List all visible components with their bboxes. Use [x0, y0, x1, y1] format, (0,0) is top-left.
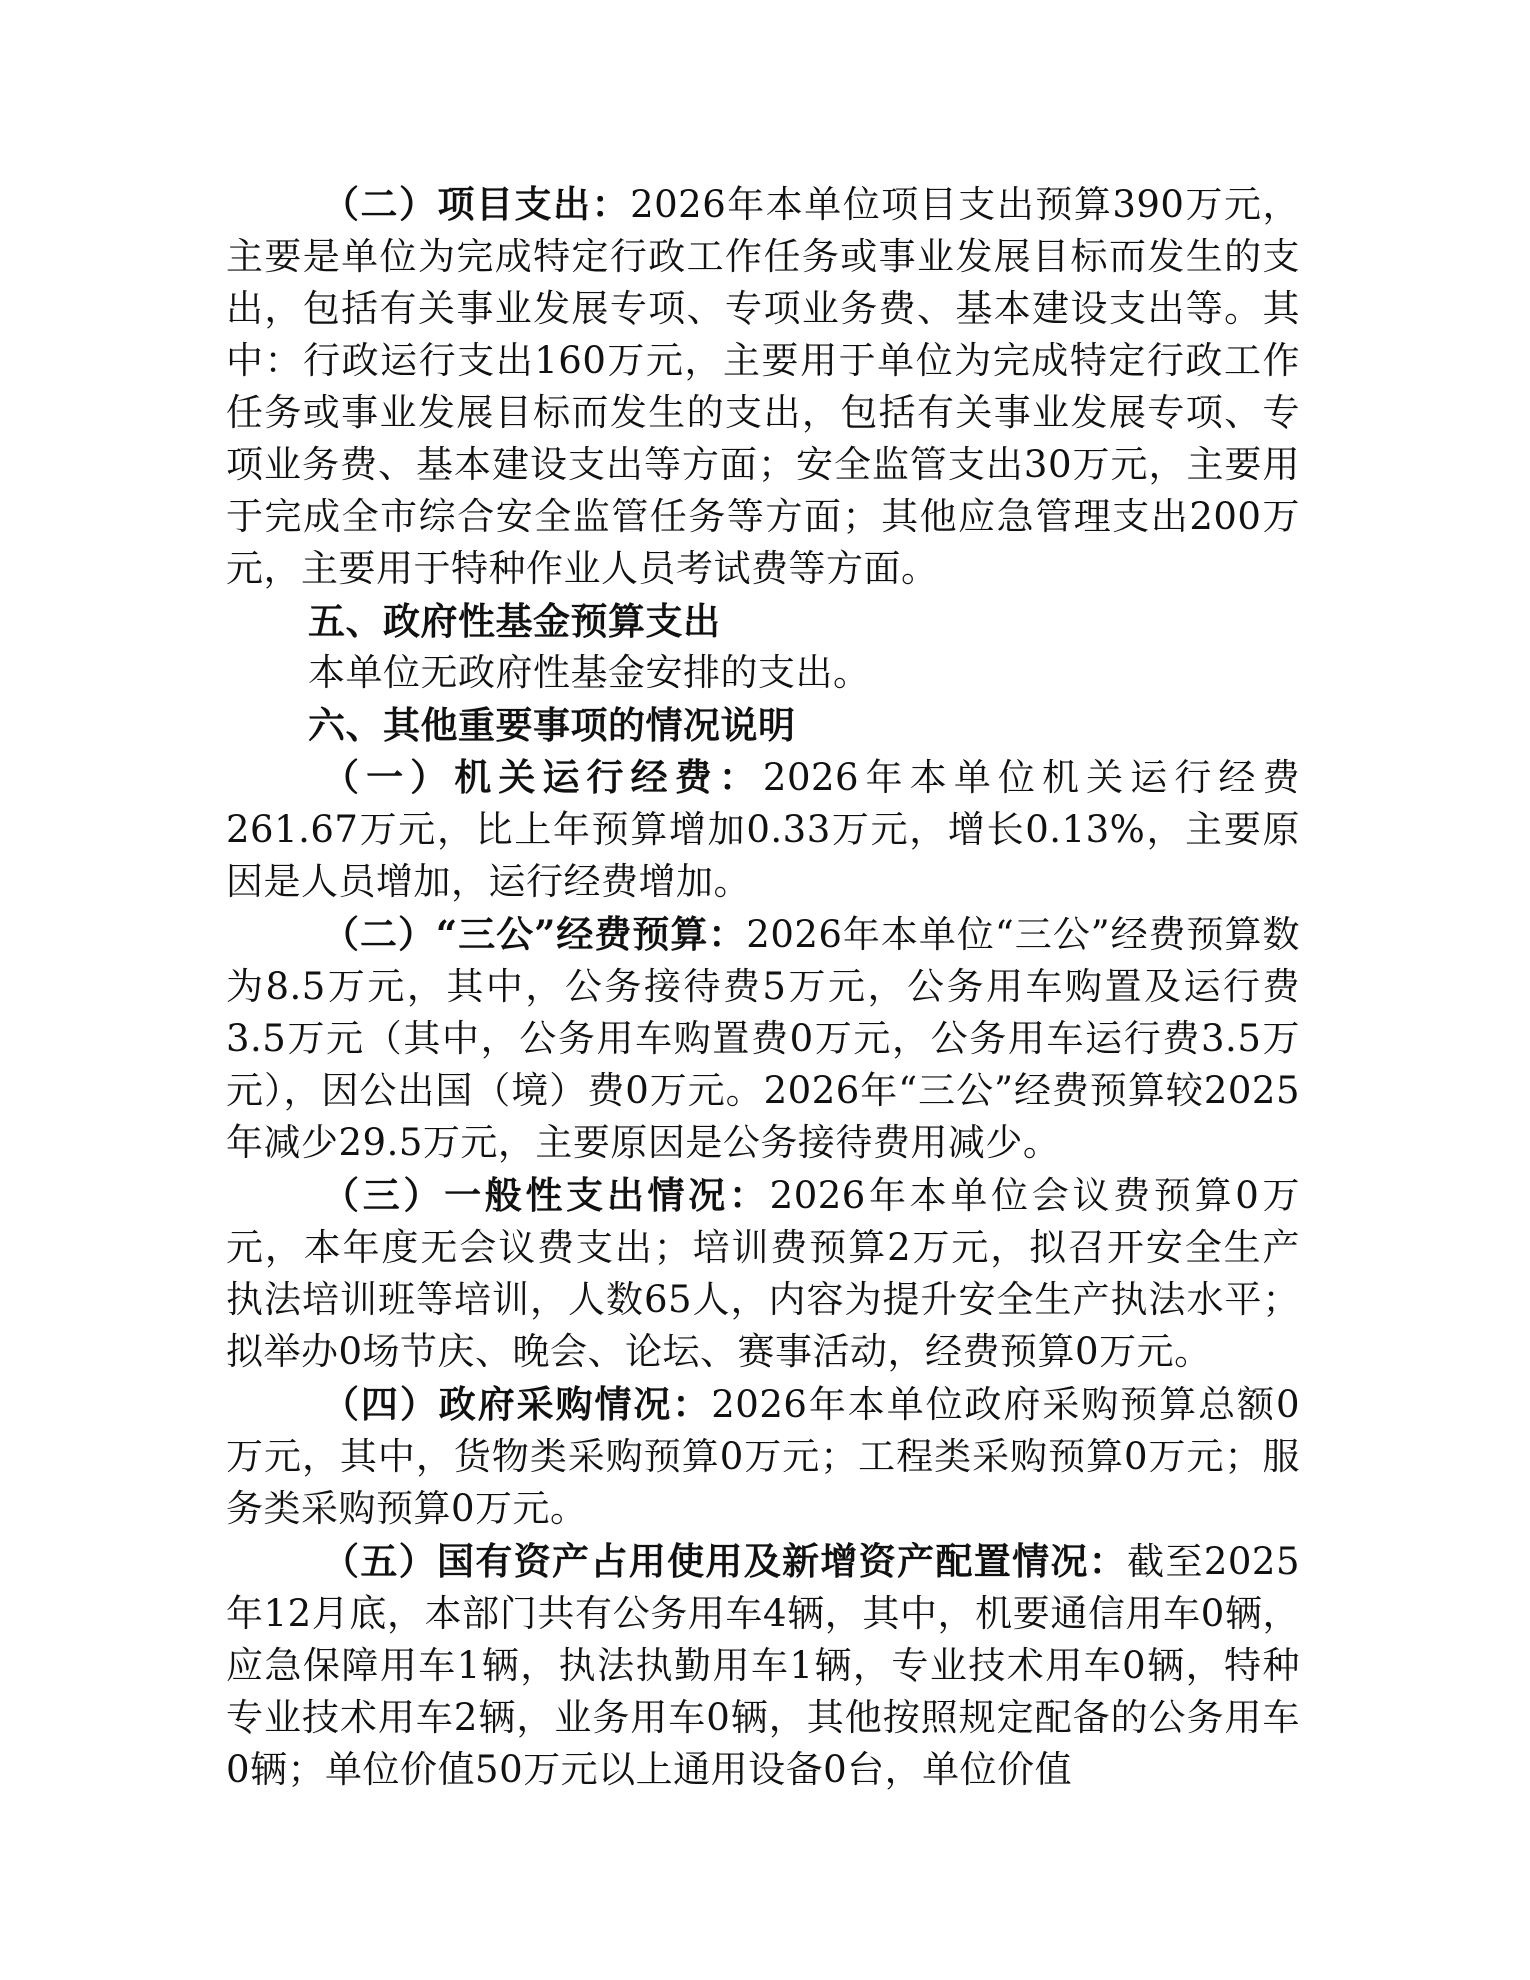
- project-expenditure-paragraph: [226, 178, 1300, 595]
- three-public-paragraph: [226, 908, 1300, 1169]
- operating-funds-lead: （一）机关运行经费：: [322, 755, 763, 799]
- operating-funds-paragraph: [226, 751, 1300, 908]
- state-assets-body: 截至2025年12月底，本部门共有公务用车4辆，其中，机要通信用车0辆，应急保障用车1辆，执法执勤用车1辆，专业技术用车0辆，特种专业技术用车2辆，业务用车0辆，其他按照规定配备的公务用车0辆；单位价值50万元以上通用设备0台，单位价值: [226, 1540, 1300, 1791]
- procurement-lead: （四）政府采购情况：: [322, 1382, 712, 1426]
- general-expenditure-lead: （三）一般性支出情况：: [322, 1173, 770, 1217]
- no-fund-paragraph: 本单位无政府性基金安排的支出。: [308, 651, 871, 694]
- general-expenditure-body: 2026年本单位会议费预算0万元，本年度无会议费支出；培训费预算2万元，拟召开安全生产执法培训班等培训，人数65人，内容为提升安全生产执法水平；拟举办0场节庆、晚会、论坛、赛事活动，经费预算0万元。: [226, 1174, 1301, 1373]
- procurement-paragraph: [226, 1378, 1300, 1535]
- project-expenditure-body: 2026年本单位项目支出预算390万元，主要是单位为完成特定行政工作任务或事业发展目标而发生的支出，包括有关事业发展专项、专项业务费、基本建设支出等。其中：行政运行支出160万元，主要用于单位为完成特定行政工作任务或事业发展目标而发生的支出，包括有关事业发展专项、专项业务费、基本建设支出等方面；安全监管支出30万元，主要用于完成全市综合安全监管任务等方面；其他应急管理支出200万元，主要用于特种作业人员考试费等方面。: [226, 183, 1300, 590]
- procurement-body: 2026年本单位政府采购预算总额0万元，其中，货物类采购预算0万元；工程类采购预算0万元；服务类采购预算0万元。: [226, 1383, 1301, 1530]
- three-public-body: 2026年本单位“三公”经费预算数为8.5万元，其中，公务接待费5万元，公务用车购置及运行费3.5万元（其中，公务用车购置费0万元，公务用车运行费3.5万元），因公出国（境）费0万元。2026年“三公”经费预算较2025年减少29.5万元，主要原因是公务接待费用减少。: [226, 913, 1300, 1164]
- project-expenditure-lead: （二）项目支出：: [322, 182, 631, 226]
- operating-funds-body: 2026年本单位机关运行经费261.67万元，比上年预算增加0.33万元，增长0.13%，主要原因是人员增加，运行经费增加。: [226, 756, 1300, 903]
- state-assets-paragraph: [226, 1535, 1300, 1796]
- three-public-lead: （二）“三公”经费预算：: [322, 912, 747, 956]
- general-expenditure-paragraph: [226, 1169, 1300, 1378]
- state-assets-lead: （五）国有资产占用使用及新增资产配置情况：: [322, 1539, 1128, 1583]
- document-page: [226, 178, 1300, 1796]
- heading-other-matters: 六、其他重要事项的情况说明: [308, 703, 796, 747]
- heading-government-fund: 五、政府性基金预算支出: [308, 599, 721, 643]
